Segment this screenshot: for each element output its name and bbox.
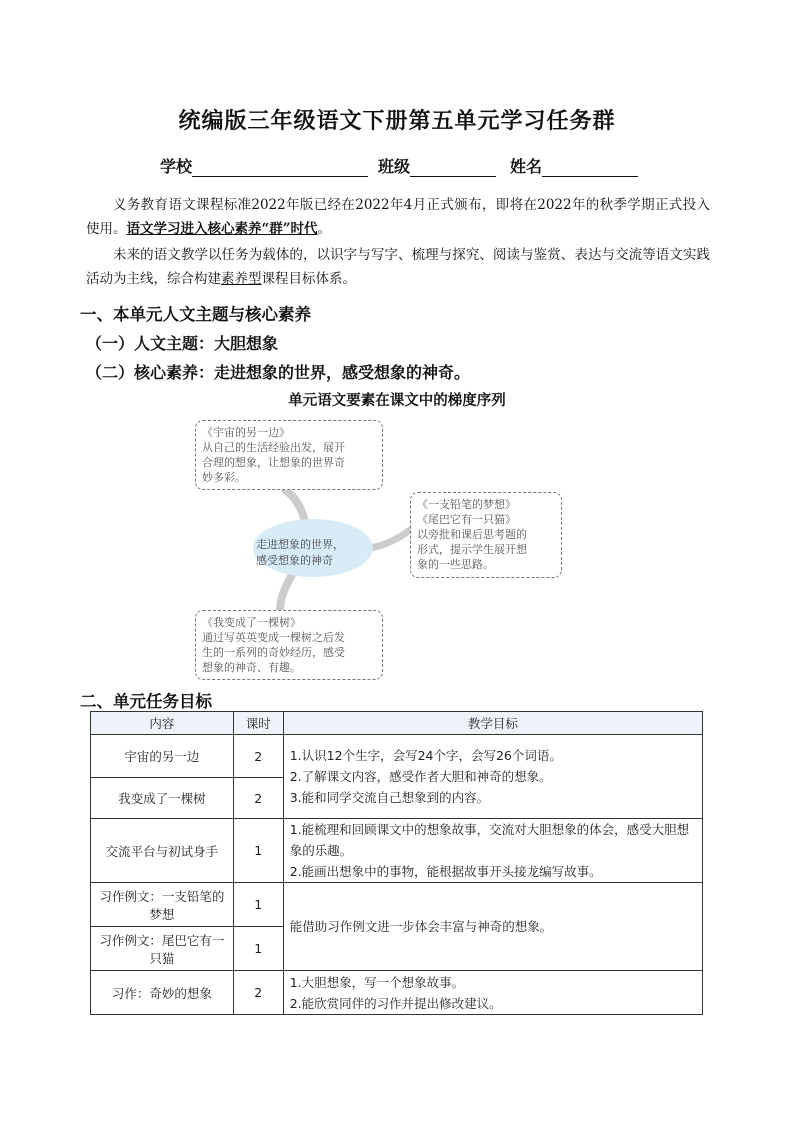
goal-line: 1.大胆想象，写一个想象故事。 [289,974,465,990]
row-content: 习作例文：尾巴它有一只猫 [91,927,234,971]
intro-text-2b: 课程目标体系。 [261,271,356,287]
row-hours: 1 [233,927,283,971]
bottom-box-line: 生的一系列的奇妙经历，感受 [202,646,345,659]
top-box [195,420,383,490]
theme-heading: （一）人文主题：大胆想象 [86,334,279,353]
page-title: 统编版三年级语文下册第五单元学习任务群 [178,109,616,134]
row-hours: 2 [233,971,283,1015]
goal-line: 1.认识12个生字，会写24个字，会写26个词语。 [289,748,562,763]
top-box-title: 《宇宙的另一边》 [202,426,290,439]
class-label: 班级 [378,157,411,176]
table-header-row [91,712,703,735]
bottom-box-line: 想象的神奇、有趣。 [202,661,301,674]
right-box-title: 《一支铅笔的梦想》 [417,498,516,511]
row-content: 习作例文：一支铅笔的梦想 [91,883,234,927]
bottom-box-line: 通过写英英变成一棵树之后发 [202,631,345,644]
goal-line: 2.能欣赏同伴的习作并提出修改建议。 [289,995,502,1011]
goal-line: 2.能画出想象中的事物，能根据故事开头接龙编写故事。 [289,864,602,879]
row-hours: 1 [233,819,283,883]
goal-cell: 能借助习作例文进一步体会丰富与神奇的想象。 [283,883,702,971]
row-content: 习作：奇妙的想象 [91,971,234,1015]
row-hours: 2 [233,778,283,819]
center-node-text [256,537,376,569]
goal-cell [283,819,702,883]
row-content: 交流平台与初试身手 [91,819,234,883]
goal-line: 2.了解课文内容，感受作者大胆和神奇的想象。 [289,769,552,784]
center-line-2: 感受想象的神奇 [256,554,333,567]
literacy-heading: （二）核心素养：走进想象的世界，感受想象的神奇。 [86,363,471,382]
diagram-title: 单元语文要素在课文中的梯度序列 [288,393,506,409]
school-label: 学校 [160,157,193,176]
row-hours: 2 [233,735,283,778]
row-content: 宇宙的另一边 [91,735,234,778]
top-box-line: 合理的想象，让想象的世界奇 [202,456,345,469]
right-box-line: 象的一些思路。 [417,558,494,571]
table-row [91,883,703,927]
name-label: 姓名 [510,157,543,176]
bottom-box [195,610,383,680]
header-hours: 课时 [233,712,283,735]
top-box-line: 从自己的生活经验出发，展开 [202,441,345,454]
goal-line: 1.能梳理和回顾课文中的想象故事，交流对大胆想象的体会，感受大胆想象的乐趣。 [289,822,690,858]
section2-heading: 二、单元任务目标 [80,692,212,711]
right-box [410,492,562,578]
right-box-line: 形式，提示学生展开想 [417,543,527,556]
bottom-box-title: 《我变成了一棵树》 [202,616,301,629]
intro-text-2a: 未来的语文教学以任务为载体的，以识字与写字、梳理与探究、阅读与鉴赏、表达与交流等语文实践活动为主线，综合构建 [86,247,710,287]
table-row [91,735,703,778]
top-box-line: 妙多彩。 [202,471,246,484]
right-box-line: 以旁批和课后思考题的 [417,528,527,541]
table-row [91,971,703,1015]
header-content: 内容 [91,712,234,735]
section1-heading: 一、本单元人文主题与核心素养 [80,305,311,324]
intro-emphasis: 语文学习进入核心素养“群”时代 [126,221,318,237]
intro-text-1: 义务教育语文课程标准2022年版已经在2022年4月正式颁布，即将在2022年的秋季学期正式投入使用。 [86,197,710,237]
intro-period: 。 [317,221,332,237]
header-goals: 教学目标 [283,712,702,735]
table-row [91,819,703,883]
row-hours: 1 [233,883,283,927]
right-box-title: 《尾巴它有一只猫》 [417,513,516,526]
goal-line: 3.能和同学交流自己想象到的内容。 [289,790,490,805]
goal-cell [283,735,702,819]
intro-underline: 素养型 [221,271,262,287]
task-goals-table [90,711,703,1015]
goal-cell [283,971,702,1015]
row-content: 我变成了一棵树 [91,778,234,819]
center-line-1: 走进想象的世界， [256,538,344,551]
